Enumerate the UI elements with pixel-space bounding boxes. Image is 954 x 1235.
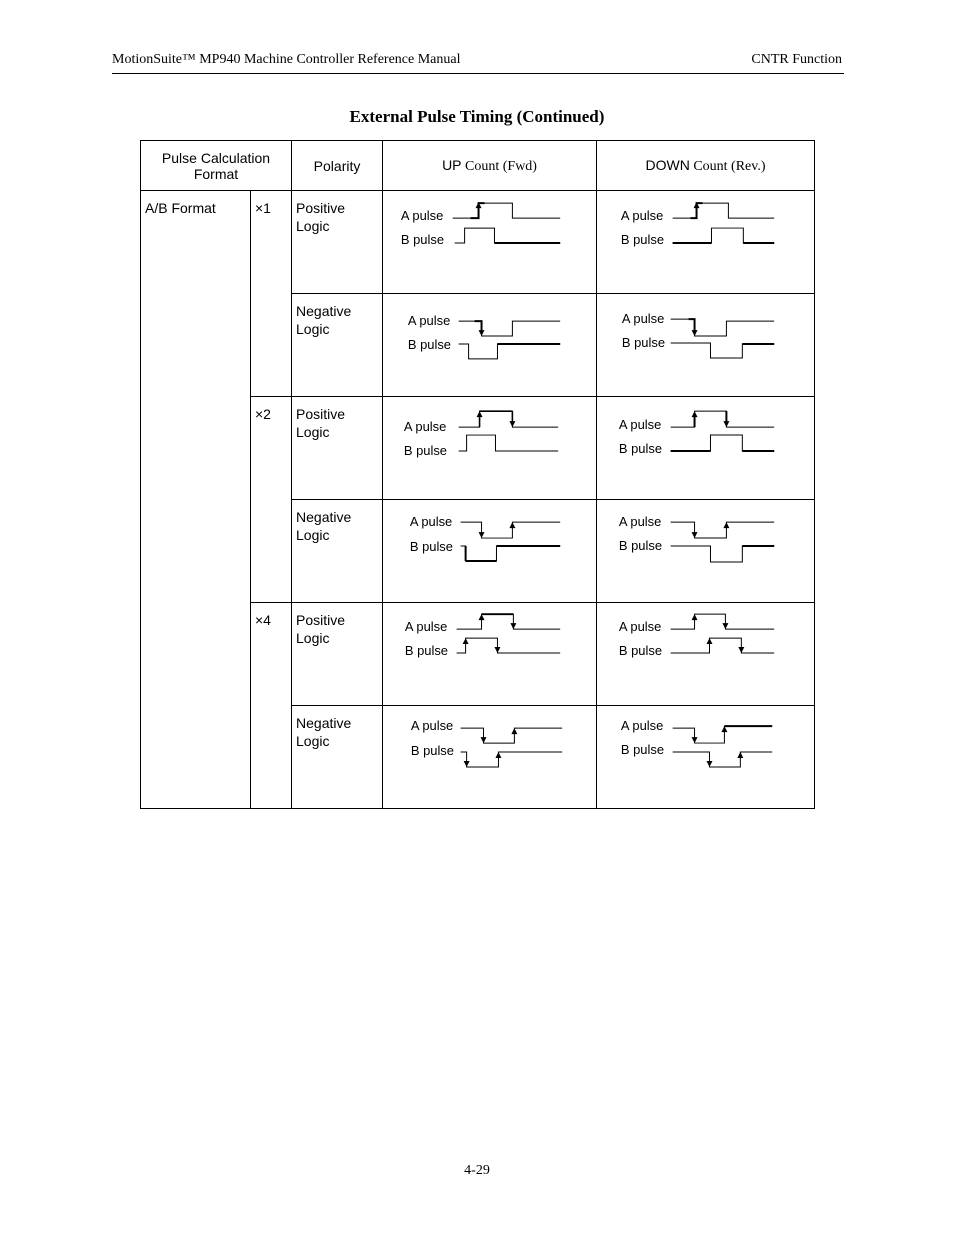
page-number: 4-29	[464, 1163, 490, 1178]
a-pulse-label: A pulse	[620, 718, 664, 734]
header-polarity: Polarity	[292, 141, 383, 191]
polarity-positive	[292, 603, 382, 647]
multiplier-cell	[251, 397, 292, 603]
timing-diagram-down-x4-negative	[597, 706, 815, 809]
section-title: External Pulse Timing (Continued)	[349, 107, 605, 126]
waveform-diagram	[383, 603, 596, 705]
b-pulse-label: B pulse	[404, 642, 449, 658]
polarity-line1: Positive	[296, 406, 346, 422]
a-pulse-label: A pulse	[407, 313, 451, 329]
header-up-count	[383, 141, 597, 191]
waveform-diagram	[383, 397, 596, 499]
timing-diagram-up-x4-negative	[383, 706, 597, 809]
polarity-negative	[292, 706, 382, 750]
header-up-prefix: UP	[442, 156, 462, 173]
polarity-line2: Logic	[296, 424, 330, 440]
a-pulse-label: A pulse	[618, 619, 662, 635]
chapter-title: CNTR Function	[751, 52, 842, 67]
waveform-diagram	[597, 500, 814, 602]
polarity-cell	[292, 294, 383, 397]
format-name: A/B Format	[145, 200, 216, 216]
b-pulse-label: B pulse	[409, 539, 453, 554]
header-down-count	[597, 141, 815, 191]
polarity-line1: Negative	[296, 715, 352, 731]
multiplier-cell	[251, 603, 292, 809]
timing-diagram-down-x2-positive	[597, 397, 815, 500]
a-pulse-label: A pulse	[620, 208, 664, 224]
header-format-line1: Pulse Calculation	[161, 149, 271, 166]
timing-diagram-down-x2-negative	[597, 500, 815, 603]
page-header	[112, 52, 844, 74]
polarity-line2: Logic	[296, 630, 330, 646]
a-pulse-label: A pulse	[400, 208, 444, 224]
multiplier-x1: ×1	[255, 200, 271, 216]
waveform-diagram	[597, 191, 814, 293]
timing-diagram-up-x1-negative	[383, 294, 597, 397]
a-pulse-label: A pulse	[409, 514, 453, 530]
waveform-diagram	[383, 294, 596, 396]
waveform-diagram	[597, 397, 814, 499]
polarity-positive	[292, 191, 382, 235]
b-pulse-label: B pulse	[407, 336, 452, 352]
polarity-line1: Positive	[296, 612, 346, 628]
polarity-line2: Logic	[296, 527, 330, 543]
b-pulse-label: B pulse	[403, 442, 448, 458]
header-down-suffix: Count (Rev.)	[689, 158, 766, 174]
b-pulse-label: B pulse	[621, 334, 666, 350]
polarity-cell	[292, 500, 383, 603]
a-pulse-label: A pulse	[618, 417, 662, 433]
manual-title: MotionSuite™ MP940 Machine Controller Reference Manual	[112, 52, 461, 67]
a-pulse-label: A pulse	[403, 419, 447, 435]
pulse-timing-table	[140, 140, 815, 809]
polarity-line1: Positive	[296, 200, 346, 216]
polarity-negative	[292, 500, 382, 544]
polarity-cell	[292, 397, 383, 500]
timing-diagram-up-x2-negative	[383, 500, 597, 603]
timing-diagram-up-x1-positive	[383, 191, 597, 294]
a-pulse-label: A pulse	[621, 311, 665, 327]
format-cell	[141, 191, 251, 809]
polarity-cell	[292, 603, 383, 706]
waveform-diagram	[383, 706, 596, 808]
polarity-line2: Logic	[296, 218, 330, 234]
table-header-row	[141, 141, 815, 191]
waveform-diagram	[597, 706, 814, 808]
header-down-prefix: DOWN	[645, 156, 690, 173]
b-pulse-label: B pulse	[618, 642, 663, 658]
waveform-diagram	[597, 603, 814, 705]
multiplier-x2: ×2	[255, 406, 271, 422]
b-pulse-label: B pulse	[618, 440, 663, 456]
table-row	[141, 191, 815, 294]
polarity-line1: Negative	[296, 303, 352, 319]
timing-diagram-up-x2-positive	[383, 397, 597, 500]
b-pulse-label: B pulse	[618, 538, 663, 554]
polarity-line1: Negative	[296, 509, 352, 525]
a-pulse-label: A pulse	[618, 514, 662, 530]
polarity-negative	[292, 294, 382, 338]
multiplier-x4: ×4	[255, 612, 271, 628]
waveform-diagram	[383, 191, 596, 293]
timing-diagram-down-x1-negative	[597, 294, 815, 397]
b-pulse-label: B pulse	[620, 231, 665, 247]
multiplier-cell	[251, 191, 292, 397]
timing-diagram-down-x1-positive	[597, 191, 815, 294]
a-pulse-label: A pulse	[410, 718, 454, 734]
timing-diagram-up-x4-positive	[383, 603, 597, 706]
header-up-suffix: Count (Fwd)	[461, 158, 537, 174]
polarity-cell	[292, 191, 383, 294]
b-pulse-label: B pulse	[410, 743, 454, 759]
timing-diagram-down-x4-positive	[597, 603, 815, 706]
b-pulse-label: B pulse	[620, 742, 665, 758]
header-format-line2: Format	[193, 165, 239, 182]
polarity-cell	[292, 706, 383, 809]
waveform-diagram	[597, 294, 814, 396]
header-pulse-calculation-format	[141, 141, 292, 191]
b-pulse-label: B pulse	[400, 231, 445, 247]
polarity-line2: Logic	[296, 321, 330, 337]
a-pulse-label: A pulse	[404, 619, 448, 635]
polarity-positive	[292, 397, 382, 441]
polarity-line2: Logic	[296, 733, 330, 749]
waveform-diagram	[383, 500, 596, 602]
